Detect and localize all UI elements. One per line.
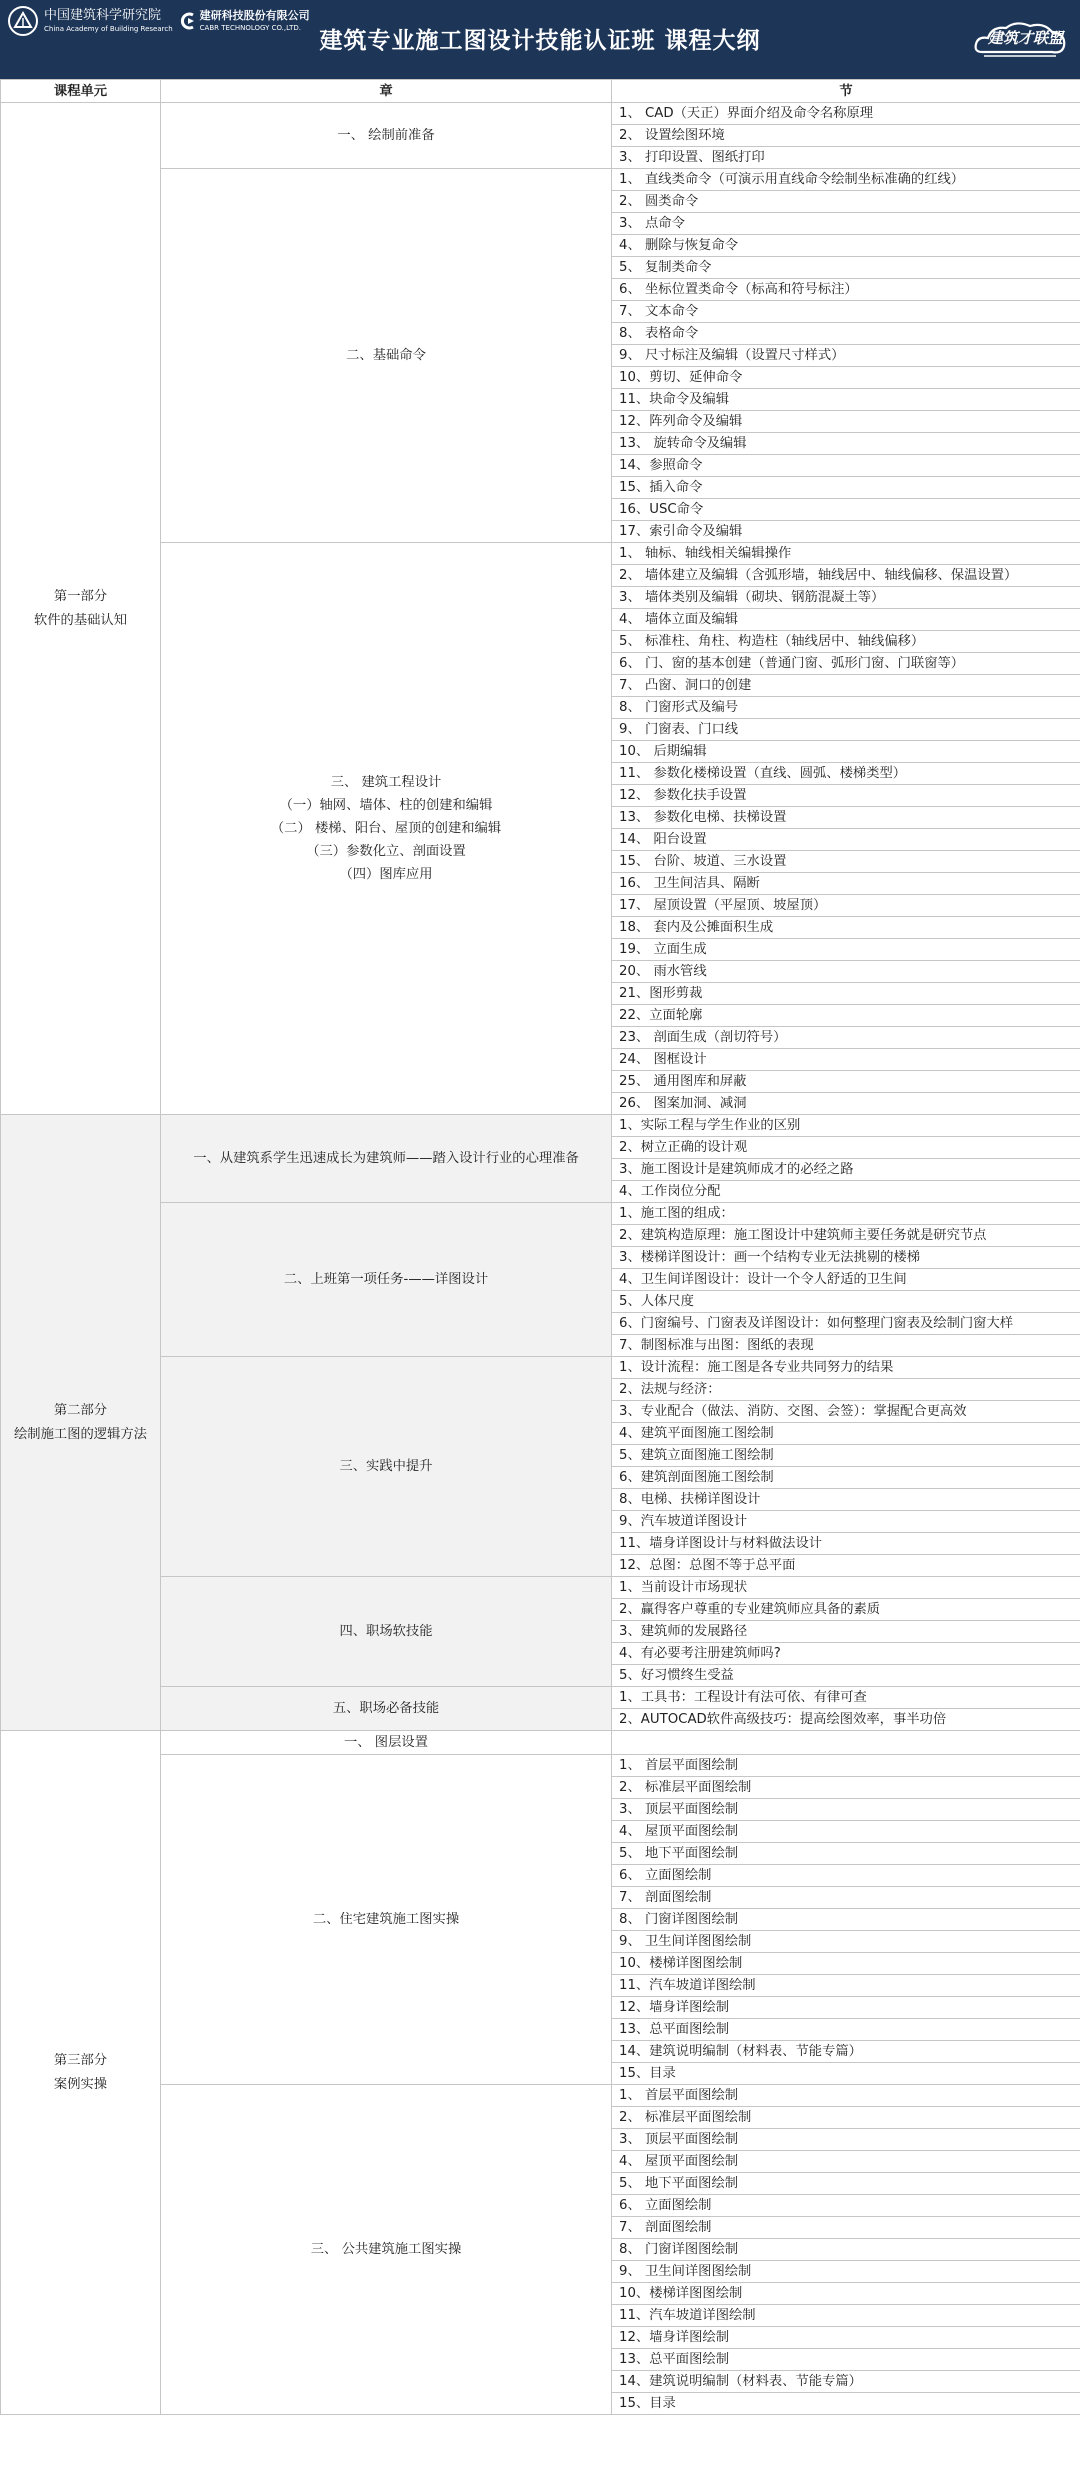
cabr-name-cn: 中国建筑科学研究院 <box>44 8 162 23</box>
section-cell: 12、总图：总图不等于总平面 <box>612 1555 1080 1577</box>
section-cell: 1、 轴标、轴线相关编辑操作 <box>612 543 1080 565</box>
section-cell: 11、汽车坡道详图绘制 <box>612 1975 1080 1997</box>
section-cell: 5、 复制类命令 <box>612 257 1080 279</box>
chapter-title: （一）轴网、墙体、柱的创建和编辑 <box>279 798 493 813</box>
section-cell: 3、楼梯详图设计：画一个结构专业无法挑剔的楼梯 <box>612 1247 1080 1269</box>
section-cell: 1、 CAD（天正）界面介绍及命令名称原理 <box>612 103 1080 125</box>
chapter-title: （三）参数化立、剖面设置 <box>306 844 466 859</box>
column-header-section: 节 <box>612 80 1080 103</box>
cabr-tech-name-cn: 建研科技股份有限公司 <box>199 9 310 22</box>
chapter-title: 四、职场软技能 <box>339 1624 433 1639</box>
chapter-cell <box>161 169 612 543</box>
table-row <box>1 1755 1080 1777</box>
section-cell: 10、楼梯详图图绘制 <box>612 2283 1080 2305</box>
section-cell: 1、 首层平面图绘制 <box>612 2085 1080 2107</box>
section-cell: 11、汽车坡道详图绘制 <box>612 2305 1080 2327</box>
chapter-cell <box>161 1203 612 1357</box>
section-cell: 1、当前设计市场现状 <box>612 1577 1080 1599</box>
section-cell: 2、 圆类命令 <box>612 191 1080 213</box>
course-part <box>1 1731 1080 2415</box>
section-cell: 12、墙身详图绘制 <box>612 1997 1080 2019</box>
section-cell: 8、 门窗详图图绘制 <box>612 2239 1080 2261</box>
section-cell: 6、建筑剖面图施工图绘制 <box>612 1467 1080 1489</box>
cabr-name-en: China Academy of Building Research <box>44 25 173 33</box>
section-cell: 4、 屋顶平面图绘制 <box>612 2151 1080 2173</box>
section-cell: 9、 卫生间详图图绘制 <box>612 1931 1080 1953</box>
section-cell: 10、楼梯详图图绘制 <box>612 1953 1080 1975</box>
section-cell: 17、 屋顶设置（平屋顶、坡屋顶） <box>612 895 1080 917</box>
section-cell: 8、电梯、扶梯详图设计 <box>612 1489 1080 1511</box>
section-cell: 13、总平面图绘制 <box>612 2019 1080 2041</box>
section-cell: 26、 图案加洞、减洞 <box>612 1093 1080 1115</box>
section-cell: 15、目录 <box>612 2063 1080 2085</box>
table-row <box>1 1357 1080 1379</box>
header-banner <box>0 0 1080 79</box>
section-cell: 4、工作岗位分配 <box>612 1181 1080 1203</box>
section-cell: 4、建筑平面图施工图绘制 <box>612 1423 1080 1445</box>
section-cell: 2、 标准层平面图绘制 <box>612 1777 1080 1799</box>
section-cell: 6、 立面图绘制 <box>612 2195 1080 2217</box>
section-cell: 21、图形剪裁 <box>612 983 1080 1005</box>
section-cell: 22、立面轮廓 <box>612 1005 1080 1027</box>
section-cell: 14、建筑说明编制（材料表、节能专篇） <box>612 2371 1080 2393</box>
chapter-cell <box>161 1687 612 1731</box>
course-unit-cell <box>1 1731 161 2415</box>
course-part <box>1 1115 1080 1731</box>
section-cell: 14、参照命令 <box>612 455 1080 477</box>
section-cell: 9、汽车坡道详图设计 <box>612 1511 1080 1533</box>
table-row <box>1 1577 1080 1599</box>
course-unit-name: 绘制施工图的逻辑方法 <box>14 1426 147 1442</box>
page-title: 建筑专业施工图设计技能认证班 课程大纲 <box>319 28 761 54</box>
chapter-cell <box>161 1577 612 1687</box>
section-cell: 14、 阳台设置 <box>612 829 1080 851</box>
section-cell: 2、AUTOCAD软件高级技巧：提高绘图效率，事半功倍 <box>612 1709 1080 1731</box>
section-cell <box>612 1731 1080 1755</box>
section-cell: 6、门窗编号、门窗表及详图设计：如何整理门窗表及绘制门窗大样 <box>612 1313 1080 1335</box>
section-cell: 24、 图框设计 <box>612 1049 1080 1071</box>
section-cell: 23、 剖面生成（剖切符号） <box>612 1027 1080 1049</box>
column-header-chapter: 章 <box>161 80 612 103</box>
chapter-cell <box>161 1731 612 1755</box>
chapter-cell <box>161 543 612 1115</box>
section-cell: 11、墙身详图设计与材料做法设计 <box>612 1533 1080 1555</box>
chapter-title: 二、上班第一项任务-——详图设计 <box>283 1272 489 1287</box>
section-cell: 12、阵列命令及编辑 <box>612 411 1080 433</box>
section-cell: 2、 设置绘图环境 <box>612 125 1080 147</box>
section-cell: 3、专业配合（做法、消防、交图、会签）：掌握配合更高效 <box>612 1401 1080 1423</box>
course-unit-cell <box>1 1115 161 1731</box>
section-cell: 12、墙身详图绘制 <box>612 2327 1080 2349</box>
section-cell: 3、施工图设计是建筑师成才的必经之路 <box>612 1159 1080 1181</box>
brand-badge <box>972 18 1068 60</box>
chapter-cell <box>161 1115 612 1203</box>
section-cell: 10、剪切、延伸命令 <box>612 367 1080 389</box>
section-cell: 8、 门窗详图图绘制 <box>612 1909 1080 1931</box>
cabr-tech-name-en: CABR TECHNOLOGY CO.,LTD. <box>199 24 301 32</box>
chapter-cell <box>161 1755 612 2085</box>
section-cell: 5、建筑立面图施工图绘制 <box>612 1445 1080 1467</box>
section-cell: 2、 墙体建立及编辑（含弧形墙，轴线居中、轴线偏移、保温设置） <box>612 565 1080 587</box>
course-unit-name: 第二部分 <box>53 1402 108 1418</box>
section-cell: 16、 卫生间洁具、隔断 <box>612 873 1080 895</box>
section-cell: 2、树立正确的设计观 <box>612 1137 1080 1159</box>
section-cell: 10、 后期编辑 <box>612 741 1080 763</box>
section-cell: 2、 标准层平面图绘制 <box>612 2107 1080 2129</box>
section-cell: 13、总平面图绘制 <box>612 2349 1080 2371</box>
chapter-title: 二、基础命令 <box>346 348 426 363</box>
section-cell: 16、USC命令 <box>612 499 1080 521</box>
section-cell: 15、插入命令 <box>612 477 1080 499</box>
section-cell: 8、 表格命令 <box>612 323 1080 345</box>
section-cell: 7、 文本命令 <box>612 301 1080 323</box>
section-cell: 7、 剖面图绘制 <box>612 1887 1080 1909</box>
section-cell: 3、 打印设置、图纸打印 <box>612 147 1080 169</box>
table-row <box>1 1687 1080 1709</box>
section-cell: 4、 删除与恢复命令 <box>612 235 1080 257</box>
section-cell: 6、 坐标位置类命令（标高和符号标注） <box>612 279 1080 301</box>
course-unit-name: 案例实操 <box>53 2076 108 2092</box>
course-unit-name: 第一部分 <box>53 588 108 604</box>
section-cell: 5、人体尺度 <box>612 1291 1080 1313</box>
section-cell: 3、 墙体类别及编辑（砌块、钢筋混凝土等） <box>612 587 1080 609</box>
section-cell: 18、 套内及公摊面积生成 <box>612 917 1080 939</box>
chapter-cell <box>161 103 612 169</box>
course-unit-name: 第三部分 <box>53 2052 108 2068</box>
section-cell: 4、卫生间详图设计：设计一个令人舒适的卫生间 <box>612 1269 1080 1291</box>
section-cell: 12、 参数化扶手设置 <box>612 785 1080 807</box>
syllabus-table <box>0 79 1080 2415</box>
section-cell: 4、有必要考注册建筑师吗? <box>612 1643 1080 1665</box>
section-cell: 15、目录 <box>612 2393 1080 2415</box>
chapter-title: 一、从建筑系学生迅速成长为建筑师——踏入设计行业的心理准备 <box>193 1151 579 1166</box>
chapter-title: 三、实践中提升 <box>339 1459 433 1474</box>
section-cell: 2、法规与经济： <box>612 1379 1080 1401</box>
section-cell: 15、 台阶、坡道、三水设置 <box>612 851 1080 873</box>
chapter-title: 二、住宅建筑施工图实操 <box>312 1912 460 1927</box>
table-row <box>1 1115 1080 1137</box>
section-cell: 1、工具书：工程设计有法可依、有律可查 <box>612 1687 1080 1709</box>
section-cell: 1、 首层平面图绘制 <box>612 1755 1080 1777</box>
section-cell: 7、 剖面图绘制 <box>612 2217 1080 2239</box>
chapter-cell <box>161 1357 612 1577</box>
section-cell: 2、建筑构造原理：施工图设计中建筑师主要任务就是研究节点 <box>612 1225 1080 1247</box>
section-cell: 9、 卫生间详图图绘制 <box>612 2261 1080 2283</box>
table-row <box>1 543 1080 565</box>
chapter-title: 五、职场必备技能 <box>332 1701 440 1716</box>
table-header-row <box>1 80 1080 103</box>
section-cell: 3、建筑师的发展路径 <box>612 1621 1080 1643</box>
section-cell: 6、 立面图绘制 <box>612 1865 1080 1887</box>
section-cell: 7、制图标准与出图：图纸的表现 <box>612 1335 1080 1357</box>
chapter-title: 三、 建筑工程设计 <box>330 775 442 790</box>
section-cell: 5、 地下平面图绘制 <box>612 2173 1080 2195</box>
section-cell: 13、 参数化电梯、扶梯设置 <box>612 807 1080 829</box>
section-cell: 3、 点命令 <box>612 213 1080 235</box>
course-unit-name: 软件的基础认知 <box>33 612 128 628</box>
section-cell: 6、 门、窗的基本创建（普通门窗、弧形门窗、门联窗等） <box>612 653 1080 675</box>
section-cell: 8、 门窗形式及编号 <box>612 697 1080 719</box>
table-row <box>1 103 1080 125</box>
section-cell: 5、 标准柱、角柱、构造柱（轴线居中、轴线偏移） <box>612 631 1080 653</box>
section-cell: 5、好习惯终生受益 <box>612 1665 1080 1687</box>
chapter-title: 一、 图层设置 <box>343 1735 428 1750</box>
course-unit-cell <box>1 103 161 1115</box>
section-cell: 3、 顶层平面图绘制 <box>612 2129 1080 2151</box>
section-cell: 7、 凸窗、洞口的创建 <box>612 675 1080 697</box>
chapter-title: （二） 楼梯、阳台、屋顶的创建和编辑 <box>270 821 502 836</box>
chapter-cell <box>161 2085 612 2415</box>
chapter-title: 一、 绘制前准备 <box>337 128 435 143</box>
table-row <box>1 1731 1080 1755</box>
section-cell: 3、 顶层平面图绘制 <box>612 1799 1080 1821</box>
section-cell: 19、 立面生成 <box>612 939 1080 961</box>
section-cell: 11、 参数化楼梯设置（直线、圆弧、楼梯类型） <box>612 763 1080 785</box>
section-cell: 1、施工图的组成： <box>612 1203 1080 1225</box>
column-header-unit: 课程单元 <box>1 80 161 103</box>
section-cell: 11、块命令及编辑 <box>612 389 1080 411</box>
table-row <box>1 2085 1080 2107</box>
section-cell: 1、 直线类命令（可演示用直线命令绘制坐标准确的红线） <box>612 169 1080 191</box>
chapter-title: 三、 公共建筑施工图实操 <box>310 2242 462 2257</box>
section-cell: 1、设计流程：施工图是各专业共同努力的结果 <box>612 1357 1080 1379</box>
section-cell: 2、赢得客户尊重的专业建筑师应具备的素质 <box>612 1599 1080 1621</box>
section-cell: 14、建筑说明编制（材料表、节能专篇） <box>612 2041 1080 2063</box>
section-cell: 4、 屋顶平面图绘制 <box>612 1821 1080 1843</box>
section-cell: 13、 旋转命令及编辑 <box>612 433 1080 455</box>
section-cell: 9、 门窗表、门口线 <box>612 719 1080 741</box>
section-cell: 20、 雨水管线 <box>612 961 1080 983</box>
section-cell: 1、实际工程与学生作业的区别 <box>612 1115 1080 1137</box>
table-row <box>1 169 1080 191</box>
section-cell: 9、 尺寸标注及编辑（设置尺寸样式） <box>612 345 1080 367</box>
brand-name: 建筑才联盟 <box>988 29 1064 47</box>
section-cell: 25、 通用图库和屏蔽 <box>612 1071 1080 1093</box>
chapter-title: （四）图库应用 <box>339 867 433 882</box>
course-part <box>1 103 1080 1115</box>
section-cell: 17、索引命令及编辑 <box>612 521 1080 543</box>
table-row <box>1 1203 1080 1225</box>
section-cell: 5、 地下平面图绘制 <box>612 1843 1080 1865</box>
section-cell: 4、 墙体立面及编辑 <box>612 609 1080 631</box>
